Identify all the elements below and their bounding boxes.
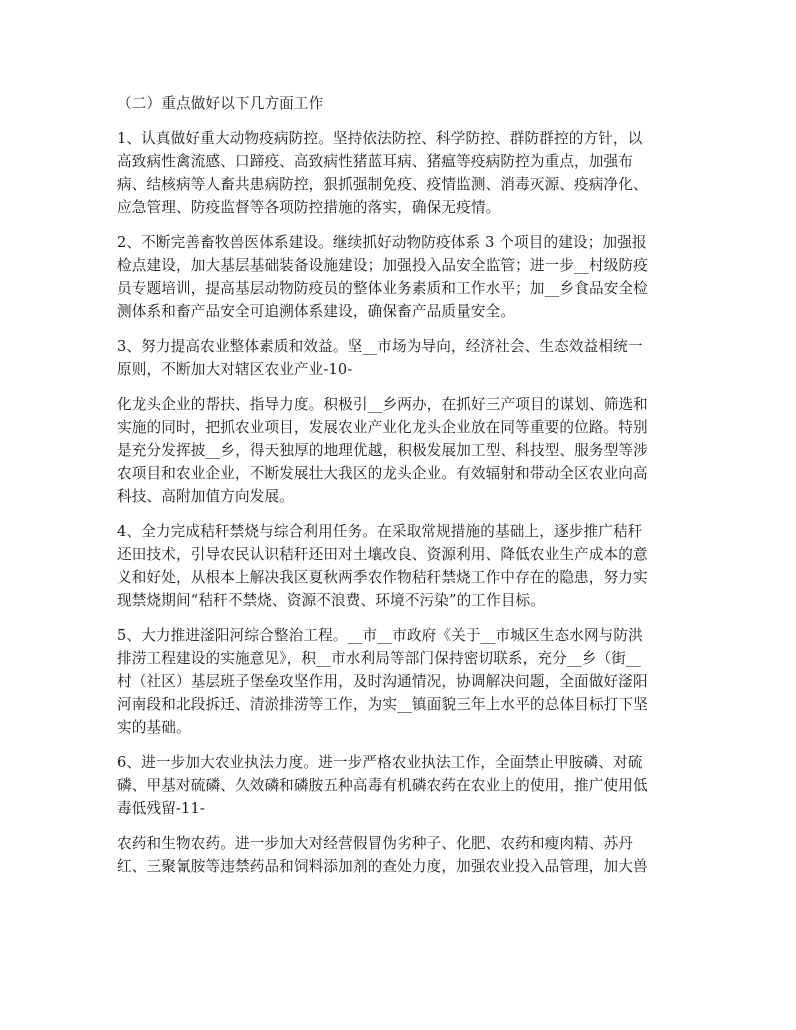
paragraph-gap xyxy=(117,612,684,624)
text-line: 毒低残留-11- xyxy=(117,800,206,817)
text-line: 员专题培训，提高基层动物防疫员的整体业务素质和工作水平；加__乡食品安全检 xyxy=(117,280,648,297)
text-line: 病、结核病等人畜共患病防控，狠抓强制免疫、疫情监测、消毒灭源、疫病净化、 xyxy=(117,176,648,193)
text-line: 是充分发挥披__乡，得天独厚的地理优越，积极发展加工型、科技型、服务型等涉 xyxy=(117,442,648,459)
text-line: 1、认真做好重大动物疫病防控。坚持依法防控、科学防控、群防群控的方针，以 xyxy=(117,130,643,147)
paragraph xyxy=(117,520,684,612)
paragraph-gap xyxy=(117,820,684,832)
paragraph xyxy=(117,127,684,219)
text-line: 现禁烧期间“秸秆不禁烧、资源不浪费、环境不污染”的工作目标。 xyxy=(117,592,546,609)
text-line: 6、进一步加大农业执法力度。进一步严格农业执法工作，全面禁止甲胺磷、对硫 xyxy=(117,754,643,771)
text-line: 高致病性禽流感、口蹄疫、高致病性猪蓝耳病、猪瘟等疫病防控为重点，加强布 xyxy=(117,153,634,170)
paragraph-gap xyxy=(117,115,684,127)
text-line: 实的基础。 xyxy=(117,719,191,736)
text-line: 红、三聚氰胺等违禁药品和饲料添加剂的查处力度，加强农业投入品管理，加大兽 xyxy=(117,858,648,875)
text-line: 还田技术，引导农民认识秸秆还田对土壤改良、资源利用、降低农业生产成本的意 xyxy=(117,546,648,563)
text-line: 3、努力提高农业整体素质和效益。坚__市场为导向，经济社会、生态效益相统一 xyxy=(117,338,643,355)
text-line: 河南段和北段拆迁、清淤排涝等工作，为实__镇面貌三年上水平的总体目标打下坚 xyxy=(117,696,648,713)
text-line: 检点建设，加大基层基础装备设施建设；加强投入品安全监管；进一步__村级防疫 xyxy=(117,257,648,274)
text-line: 测体系和畜产品安全可追溯体系建设，确保畜产品质量安全。 xyxy=(117,303,516,320)
paragraph-gap xyxy=(117,508,684,520)
paragraph-list xyxy=(117,127,684,878)
paragraph-gap xyxy=(117,219,684,231)
text-line: 科技、高附加值方向发展。 xyxy=(117,488,294,505)
paragraph-gap xyxy=(117,323,684,335)
text-line: 原则，不断加大对辖区农业产业-10- xyxy=(117,361,353,378)
paragraph-gap xyxy=(117,381,684,393)
text-line: 排涝工程建设的实施意见》，积__市水利局等部门保持密切联系，充分__乡（街__ xyxy=(117,650,641,667)
paragraph xyxy=(117,751,684,820)
text-line: 实施的同时，把抓农业项目，发展农业产业化龙头企业放在同等重要的位路。特别 xyxy=(117,419,648,436)
paragraph xyxy=(117,624,684,739)
text-line: 2、不断完善畜牧兽医体系建设。继续抓好动物防疫体系 3 个项目的建设；加强报 xyxy=(117,234,647,251)
text-line: 磷、甲基对硫磷、久效磷和磷胺五种高毒有机磷农药在农业上的使用，推广使用低 xyxy=(117,777,648,794)
paragraph xyxy=(117,335,684,381)
paragraph-gap xyxy=(117,739,684,751)
text-line: 村（社区）基层班子堡垒攻坚作用，及时沟通情况，协调解决问题，全面做好滏阳 xyxy=(117,673,648,690)
text-line: 农项目和农业企业，不断发展壮大我区的龙头企业。有效辐射和带动全区农业向高 xyxy=(117,465,648,482)
text-line: 化龙头企业的帮扶、指导力度。积极引__乡两办，在抓好三产项目的谋划、筛选和 xyxy=(117,396,648,413)
section-heading: （二）重点做好以下几方面工作 xyxy=(117,95,324,112)
text-line: 5、大力推进滏阳河综合整治工程。__市__市政府《关于__市城区生态水网与防洪 xyxy=(117,627,643,644)
document-body xyxy=(117,92,684,878)
text-line: 应急管理、防疫监督等各项防控措施的落实，确保无疫情。 xyxy=(117,199,501,216)
text-line: 4、全力完成秸秆禁烧与综合利用任务。在采取常规措施的基础上，逐步推广秸秆 xyxy=(117,523,643,540)
paragraph xyxy=(117,832,684,878)
text-line: 义和好处，从根本上解决我区夏秋两季农作物秸秆禁烧工作中存在的隐患，努力实 xyxy=(117,569,648,586)
text-line: 农药和生物农药。进一步加大对经营假冒伪劣种子、化肥、农药和瘦肉精、苏丹 xyxy=(117,835,634,852)
paragraph xyxy=(117,231,684,323)
paragraph xyxy=(117,393,684,508)
